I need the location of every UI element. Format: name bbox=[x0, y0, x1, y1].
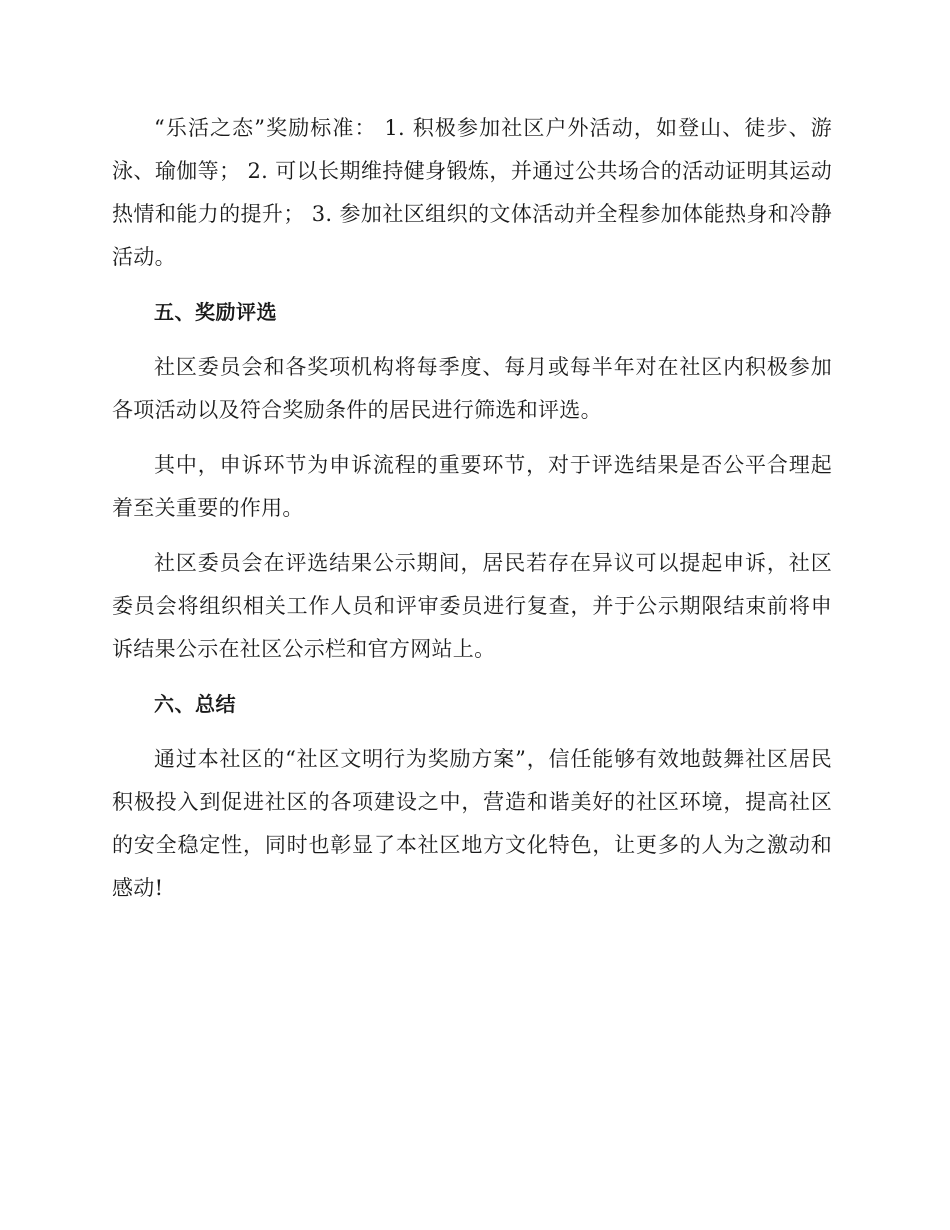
paragraph-appeal-importance: 其中，申诉环节为申诉流程的重要环节，对于评选结果是否公平合理起着至关重要的作用。 bbox=[112, 453, 832, 520]
section-heading-summary: 六、总结 bbox=[154, 692, 236, 716]
paragraph-summary: 通过本社区的“社区文明行为奖励方案”，信任能够有效地鼓舞社区居民积极投入到促进社区的各项建设之中，营造和谐美好的社区环境，提高社区的安全稳定性，同时也彰显了本社区地方文化特色，让更多的人为之激动和感动! bbox=[112, 747, 832, 900]
paragraph-selection-schedule: 社区委员会和各奖项机构将每季度、每月或每半年对在社区内积极参加各项活动以及符合奖励条件的居民进行筛选和评选。 bbox=[112, 355, 832, 422]
section-heading-reward-selection: 五、奖励评选 bbox=[154, 300, 277, 324]
document-body bbox=[112, 107, 832, 922]
paragraph-reward-standard: “乐活之态”奖励标准： 1. 积极参加社区户外活动，如登山、徒步、游泳、瑜伽等； 2. 可以长期维持健身锻炼，并通过公共场合的活动证明其运动热情和能力的提升； 3. 参加社区组织的文体活动并全程参加体能热身和冷静活动。 bbox=[112, 116, 832, 269]
paragraph-appeal-process: 社区委员会在评选结果公示期间，居民若存在异议可以提起申诉，社区委员会将组织相关工作人员和评审委员进行复查，并于公示期限结束前将申诉结果公示在社区公示栏和官方网站上。 bbox=[112, 551, 832, 661]
